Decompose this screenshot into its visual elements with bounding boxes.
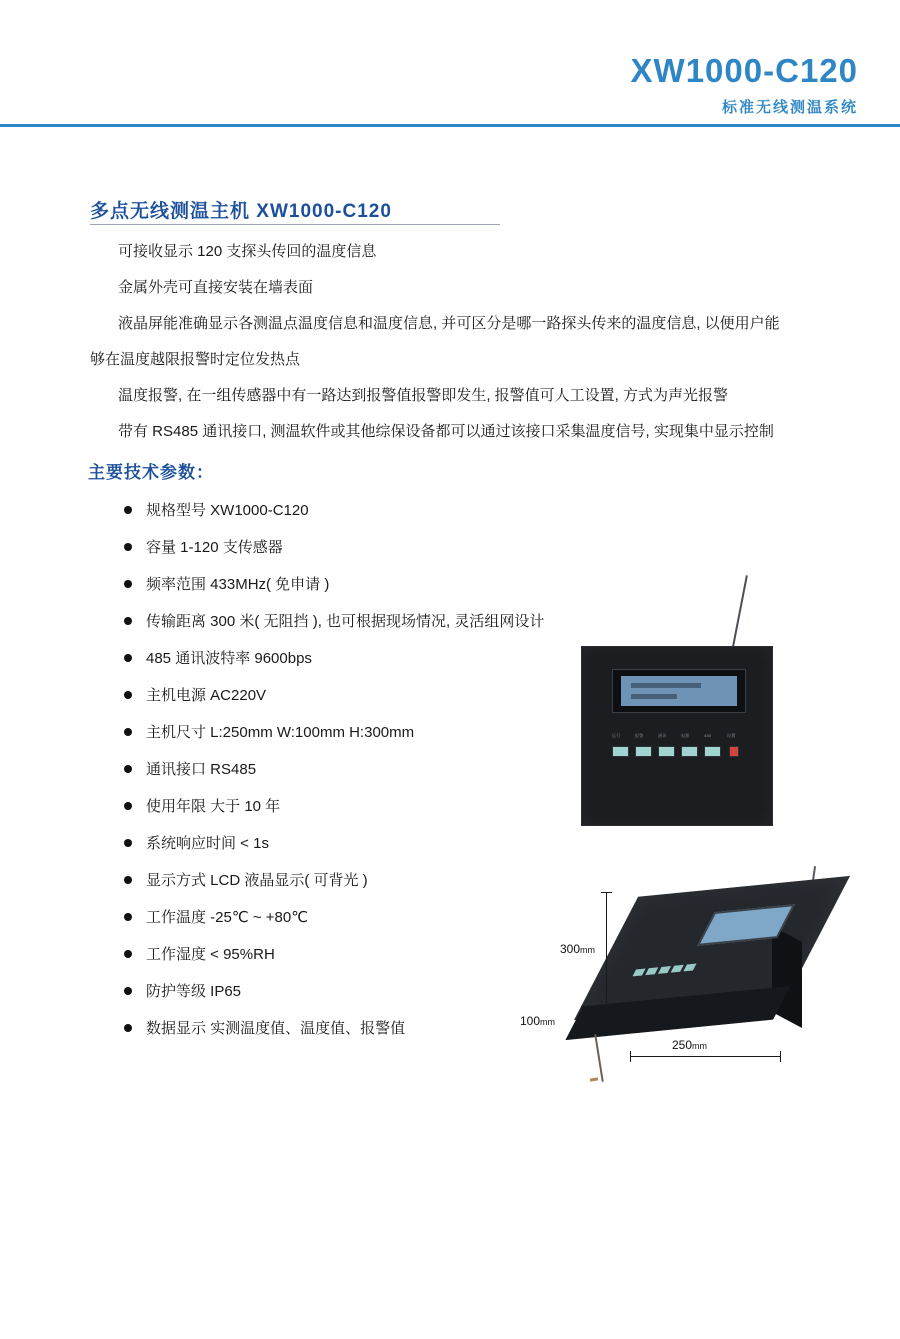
dimension-unit: mm	[540, 1017, 556, 1027]
spec-item-label: 传输距离 300 米( 无阻挡 ), 也可根据现场情况, 灵活组网设计	[146, 613, 545, 630]
bullet-icon	[124, 580, 132, 588]
panel-label: 电源	[681, 733, 690, 738]
bullet-icon	[124, 839, 132, 847]
page-title-underline	[90, 224, 500, 225]
lcd-screen	[621, 676, 737, 706]
dimension-label-depth	[520, 1014, 555, 1028]
bullet-icon	[124, 543, 132, 551]
panel-label: 通讯	[658, 733, 667, 738]
header-model-title: XW1000-C120	[630, 52, 858, 89]
intro-line-2: 金属外壳可直接安装在墙表面	[118, 279, 314, 296]
intro-line-6: 带有 RS485 通讯接口, 测温软件或其他综保设备都可以通过该接口采集温度信号, 实现集中显示控制	[118, 423, 774, 440]
spec-item-label: 容量 1-120 支传感器	[146, 539, 283, 556]
panel-label: 设置	[727, 733, 736, 738]
spec-item	[124, 603, 644, 640]
dimension-tick	[780, 1051, 781, 1062]
spec-item-label: 系统响应时间 < 1s	[146, 835, 269, 852]
bullet-icon	[124, 691, 132, 699]
bullet-icon	[124, 876, 132, 884]
spec-item	[124, 751, 644, 788]
dimension-tick	[601, 892, 612, 893]
panel-label: 运行	[612, 733, 621, 738]
bullet-icon	[124, 617, 132, 625]
dimension-value: 100	[520, 1014, 541, 1028]
dimension-label-width	[672, 1038, 707, 1052]
spec-item-label: 规格型号 XW1000-C120	[146, 502, 309, 519]
dimension-tick	[581, 1036, 592, 1037]
dimension-tick	[630, 1051, 631, 1062]
dimension-value: 300	[560, 942, 581, 956]
bullet-icon	[124, 506, 132, 514]
spec-item	[124, 529, 644, 566]
spec-item-label: 频率范围 433MHz( 免申请 )	[146, 576, 330, 593]
page-title: 多点无线测温主机 XW1000-C120	[90, 201, 392, 222]
bullet-icon	[124, 765, 132, 773]
spec-item	[124, 640, 644, 677]
spec-item	[124, 566, 644, 603]
intro-line-4: 够在温度越限报警时定位发热点	[90, 351, 301, 368]
spec-item	[124, 714, 644, 751]
header-subtitle: 标准无线测温系统	[721, 99, 858, 116]
dimension-tick	[581, 1006, 592, 1007]
lcd-text-line-1	[631, 683, 701, 688]
dimension-unit: mm	[692, 1041, 708, 1051]
spec-item	[124, 788, 644, 825]
intro-line-5: 温度报警, 在一组传感器中有一路达到报警值报警即发生, 报警值可人工设置, 方式为声光报警	[118, 387, 729, 404]
spec-item-label: 主机电源 AC220V	[146, 687, 267, 704]
lcd-bezel	[612, 669, 746, 713]
spec-item-label: 显示方式 LCD 液晶显示( 可背光 )	[146, 872, 368, 889]
product-front-image	[573, 574, 803, 824]
intro-line-1: 可接收显示 120 支探头传回的温度信息	[118, 243, 377, 260]
indicator-row	[612, 746, 748, 757]
product-dimension-image	[520, 856, 860, 1096]
indicator-led	[681, 746, 698, 757]
panel-button	[683, 964, 696, 972]
indicator-led	[635, 746, 652, 757]
intro-block	[90, 234, 870, 450]
cable-icon	[594, 1034, 603, 1082]
intro-line-3: 液晶屏能准确显示各测温点温度信息和温度信息, 并可区分是哪一路探头传来的温度信息, 以便用户能	[118, 315, 780, 332]
spec-item-label: 使用年限 大于 10 年	[146, 798, 281, 815]
dimension-unit: mm	[580, 945, 596, 955]
dimension-line-height	[606, 892, 607, 1010]
dimension-line-width	[630, 1056, 780, 1057]
panel-label-row	[612, 733, 744, 742]
bullet-icon	[124, 802, 132, 810]
spec-item-label: 数据显示 实测温度值、温度值、报警值	[146, 1020, 406, 1037]
lcd-text-line-2	[631, 694, 677, 699]
spec-item-label: 主机尺寸 L:250mm W:100mm H:300mm	[146, 724, 415, 741]
bullet-icon	[124, 654, 132, 662]
dimension-value: 250	[672, 1038, 693, 1052]
bullet-icon	[124, 987, 132, 995]
spec-item	[124, 492, 644, 529]
dimension-line-depth	[586, 1006, 587, 1036]
alarm-led	[729, 746, 739, 757]
bullet-icon	[124, 913, 132, 921]
header-divider	[0, 124, 900, 127]
panel-label: 报警	[635, 733, 644, 738]
dimension-label-height	[560, 942, 595, 956]
spec-item-label: 485 通讯波特率 9600bps	[146, 650, 312, 667]
spec-item-label: 通讯接口 RS485	[146, 761, 257, 778]
indicator-led	[658, 746, 675, 757]
bullet-icon	[124, 950, 132, 958]
spec-item-label: 工作温度 -25℃ ~ +80℃	[146, 909, 309, 926]
spec-heading: 主要技术参数：	[88, 463, 214, 482]
bullet-icon	[124, 728, 132, 736]
indicator-led	[612, 746, 629, 757]
antenna-icon	[731, 575, 748, 652]
enclosure-front	[581, 646, 773, 826]
cable-connector-icon	[590, 1077, 598, 1081]
panel-label: 485	[704, 733, 712, 738]
indicator-led	[704, 746, 721, 757]
spec-item-label: 防护等级 IP65	[146, 983, 242, 1000]
spec-item	[124, 677, 644, 714]
dimension-tick	[601, 1010, 612, 1011]
page-header	[0, 0, 900, 128]
spec-item-label: 工作湿度 < 95%RH	[146, 946, 275, 963]
bullet-icon	[124, 1024, 132, 1032]
